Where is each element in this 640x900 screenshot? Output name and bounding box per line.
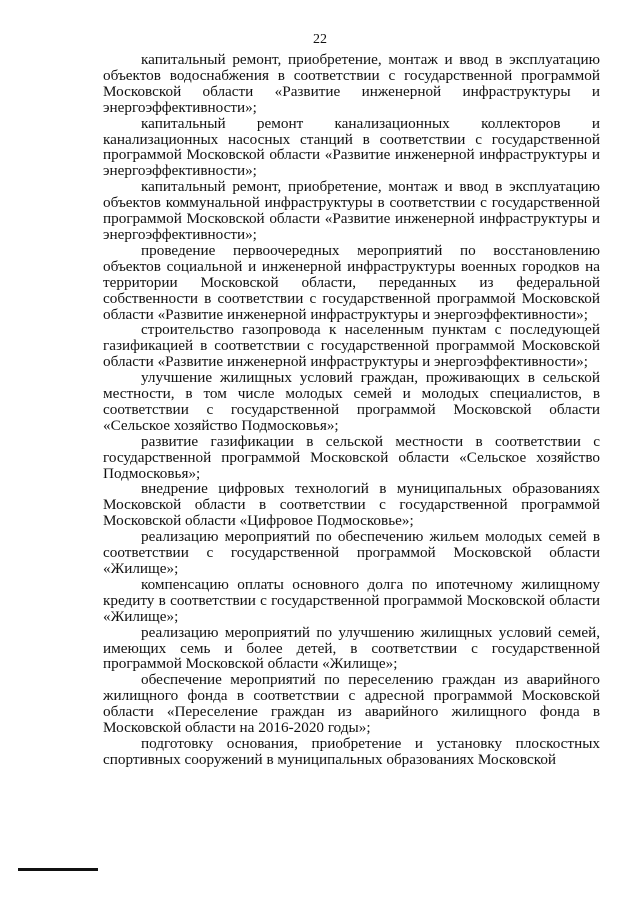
paragraph-water-supply: капитальный ремонт, приобретение, монтаж и ввод в эксплуатацию объектов водоснабжения в соответствии с государственной программой Московской области «Развитие инженерной инфраструктуры и энергоэффективности»; <box>103 51 600 116</box>
paragraph-military-towns: проведение первоочередных мероприятий по восстановлению объектов социальной и инженерной инфраструктуры военных городков на территории Московской области, переданных из федеральной собственности в соответствии с государственной программой Московской области «Развитие инженерной инфраструктуры и энергоэффективности»; <box>103 241 600 323</box>
page-number: 22 <box>313 32 327 47</box>
paragraph-large-families-housing: реализацию мероприятий по улучшению жилищных условий семей, имеющих семь и более детей, в соответствии с государственной программой Московской области «Жилище»; <box>103 623 600 673</box>
footer-rule <box>18 868 98 871</box>
paragraph-mortgage-compensation: компенсацию оплаты основного долга по ипотечному жилищному кредиту в соответствии с государственной программой Московской области «Жилище»; <box>103 575 600 625</box>
paragraph-sewer-collectors: капитальный ремонт канализационных коллекторов и канализационных насосных станций в соответствии с государственной программой Московской области «Развитие инженерной инфраструктуры и энергоэффективности»; <box>103 114 600 180</box>
document-body <box>103 52 600 768</box>
paragraph-sports-facilities: подготовку основания, приобретение и установку плоскостных спортивных сооружений в муниципальных образованиях Московской <box>103 734 600 768</box>
paragraph-rural-housing: улучшение жилищных условий граждан, проживающих в сельской местности, в том числе молодых семей и молодых специалистов, в соответствии с государственной программой Московской области «Сельское хозяйство Подмосковья»; <box>103 369 600 434</box>
paragraph-digital-technologies: внедрение цифровых технологий в муниципальных образованиях Московской области в соответствии с государственной программой Московской области «Цифровое Подмосковье»; <box>103 480 600 530</box>
paragraph-gas-pipeline: строительство газопровода к населенным пунктам с последующей газификацией в соответствии с государственной программой Московской области «Развитие инженерной инфраструктуры и энергоэффективности»; <box>103 321 600 371</box>
paragraph-resettlement: обеспечение мероприятий по переселению граждан из аварийного жилищного фонда в соответствии с адресной программой Московской области «Переселение граждан из аварийного жилищного фонда в Московской области на 2016-2020 годы»; <box>103 671 600 737</box>
paragraph-communal-infrastructure: капитальный ремонт, приобретение, монтаж и ввод в эксплуатацию объектов коммунальной инфраструктуры в соответствии с государственной программой Московской области «Развитие инженерной инфраструктуры и энергоэффективности»; <box>103 178 600 243</box>
paragraph-rural-gasification: развитие газификации в сельской местности в соответствии с государственной программой Московской области «Сельское хозяйство Подмосковья»; <box>103 432 600 482</box>
paragraph-young-families-housing: реализацию мероприятий по обеспечению жильем молодых семей в соответствии с государственной программой Московской области «Жилище»; <box>103 528 600 577</box>
